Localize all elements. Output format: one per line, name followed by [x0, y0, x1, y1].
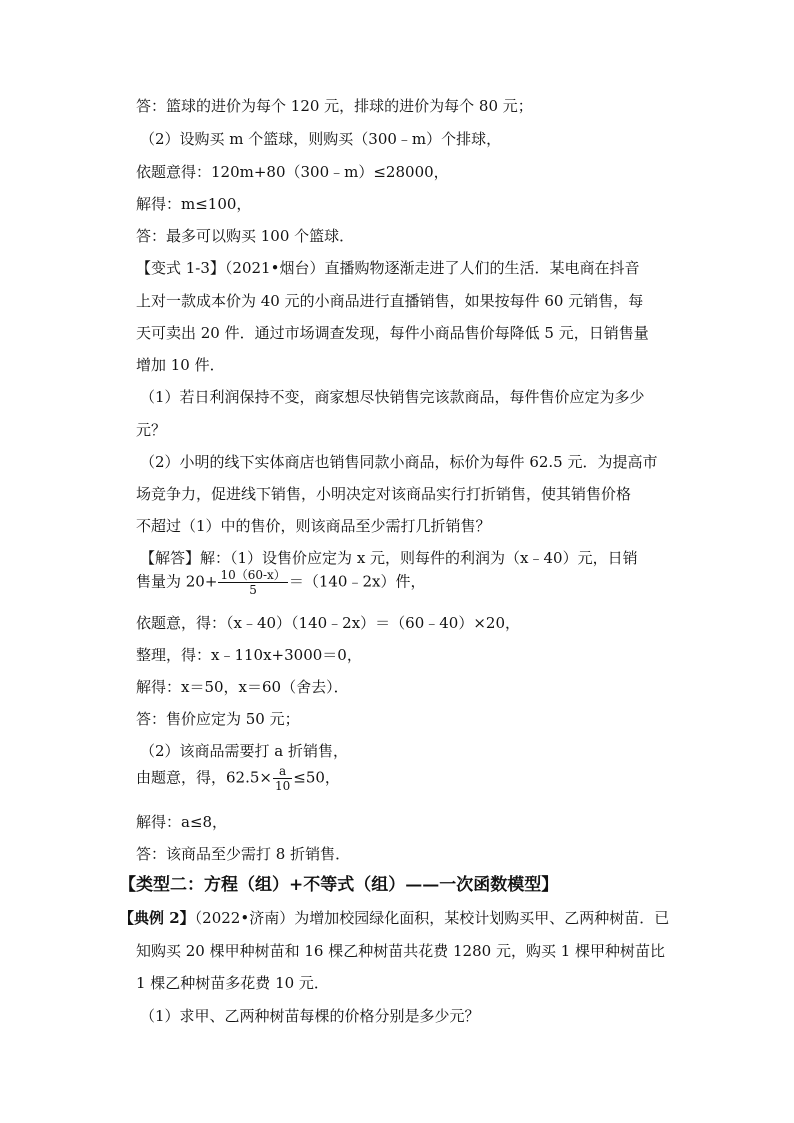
inequality-prefix: 由题意，得，62.5× — [136, 768, 272, 787]
inequality-line: 依题意得：120m+80（300﹣m）≤28000， — [136, 163, 449, 181]
question-2-line: 不超过（1）中的售价，则该商品至少需打几折销售？ — [136, 517, 491, 535]
example-text-line: 1 棵乙种树苗多花费 10 元． — [136, 974, 329, 992]
fraction-equation-line — [136, 568, 425, 597]
equation-prefix: 售量为 20+ — [136, 572, 218, 591]
question-1-line: （1）若日利润保持不变，商家想尽快销售完该款商品，每件售价应定为多少 — [140, 388, 645, 406]
equation-line: 依题意，得：（x﹣40）（140﹣2x）＝（60﹣40）×20， — [136, 614, 521, 632]
answer-line: 答：该商品至少需打 8 折销售． — [136, 845, 351, 863]
answer-price-line: 答：篮球的进价为每个 120 元，排球的进价为每个 80 元； — [136, 97, 533, 115]
problem-text-line: 上对一款成本价为 40 元的小商品进行直播销售，如果按每件 60 元销售，每 — [136, 292, 644, 310]
answer-line: 答：售价应定为 50 元； — [136, 710, 300, 728]
problem-text-line: 天可卖出 20 件．通过市场调查发现，每件小商品售价每降低 5 元，日销售量 — [136, 324, 649, 342]
example-text-line: 知购买 20 棵甲种树苗和 16 棵乙种树苗共花费 1280 元，购买 1 棵甲种树苗比 — [136, 942, 666, 960]
solution-line: 解得：m≤100， — [136, 195, 252, 213]
question-2-line: （2）小明的线下实体商店也销售同款小商品，标价为每件 62.5 元．为提高市 — [140, 453, 658, 471]
example-text: （2022•济南）为增加校园绿化面积，某校计划购买甲、乙两种树苗．已 — [194, 909, 670, 927]
fraction — [273, 764, 292, 793]
problem-text-line: 增加 10 件． — [136, 356, 225, 374]
section-heading: 【类型二：方程（组）+不等式（组）——一次函数模型】 — [119, 875, 559, 895]
simplify-line: 整理，得：x﹣110x+3000＝0， — [136, 646, 362, 664]
solution-line: 解得：a≤8， — [136, 813, 228, 831]
fraction-denominator: 10 — [274, 779, 291, 793]
example-question-line: （1）求甲、乙两种树苗每棵的价格分别是多少元？ — [140, 1007, 480, 1025]
fraction-denominator: 5 — [249, 583, 257, 597]
variant-1-3-title: 【变式 1-3】（2021•烟台）直播购物逐渐走进了人们的生活．某电商在抖音 — [136, 259, 640, 277]
question-2-line: 场竞争力，促进线下销售，小明决定对该商品实行打折销售，使其销售价格 — [136, 485, 632, 503]
fraction-numerator: 10（60-x） — [220, 568, 286, 582]
part2-solution-line: （2）该商品需要打 a 折销售， — [140, 742, 349, 760]
solution-heading-line: 【解答】解：（1）设售价应定为 x 元，则每件的利润为（x﹣40）元，日销 — [140, 549, 638, 567]
fraction-numerator: a — [273, 764, 292, 779]
fraction — [218, 568, 287, 597]
answer-basketball-line: 答：最多可以购买 100 个篮球． — [136, 227, 355, 245]
equation-suffix: ＝（140﹣2x）件， — [288, 572, 426, 591]
fraction-inequality-line — [136, 764, 340, 793]
roots-line: 解得：x＝50，x＝60（舍去）． — [136, 678, 349, 696]
example-label: 【典例 2】 — [119, 909, 195, 927]
inequality-suffix: ≤50， — [293, 768, 340, 787]
part2-setup-line: （2）设购买 m 个篮球，则购买（300﹣m）个排球， — [140, 130, 502, 148]
example-2-line — [119, 908, 669, 928]
question-1-line: 元？ — [136, 421, 167, 439]
